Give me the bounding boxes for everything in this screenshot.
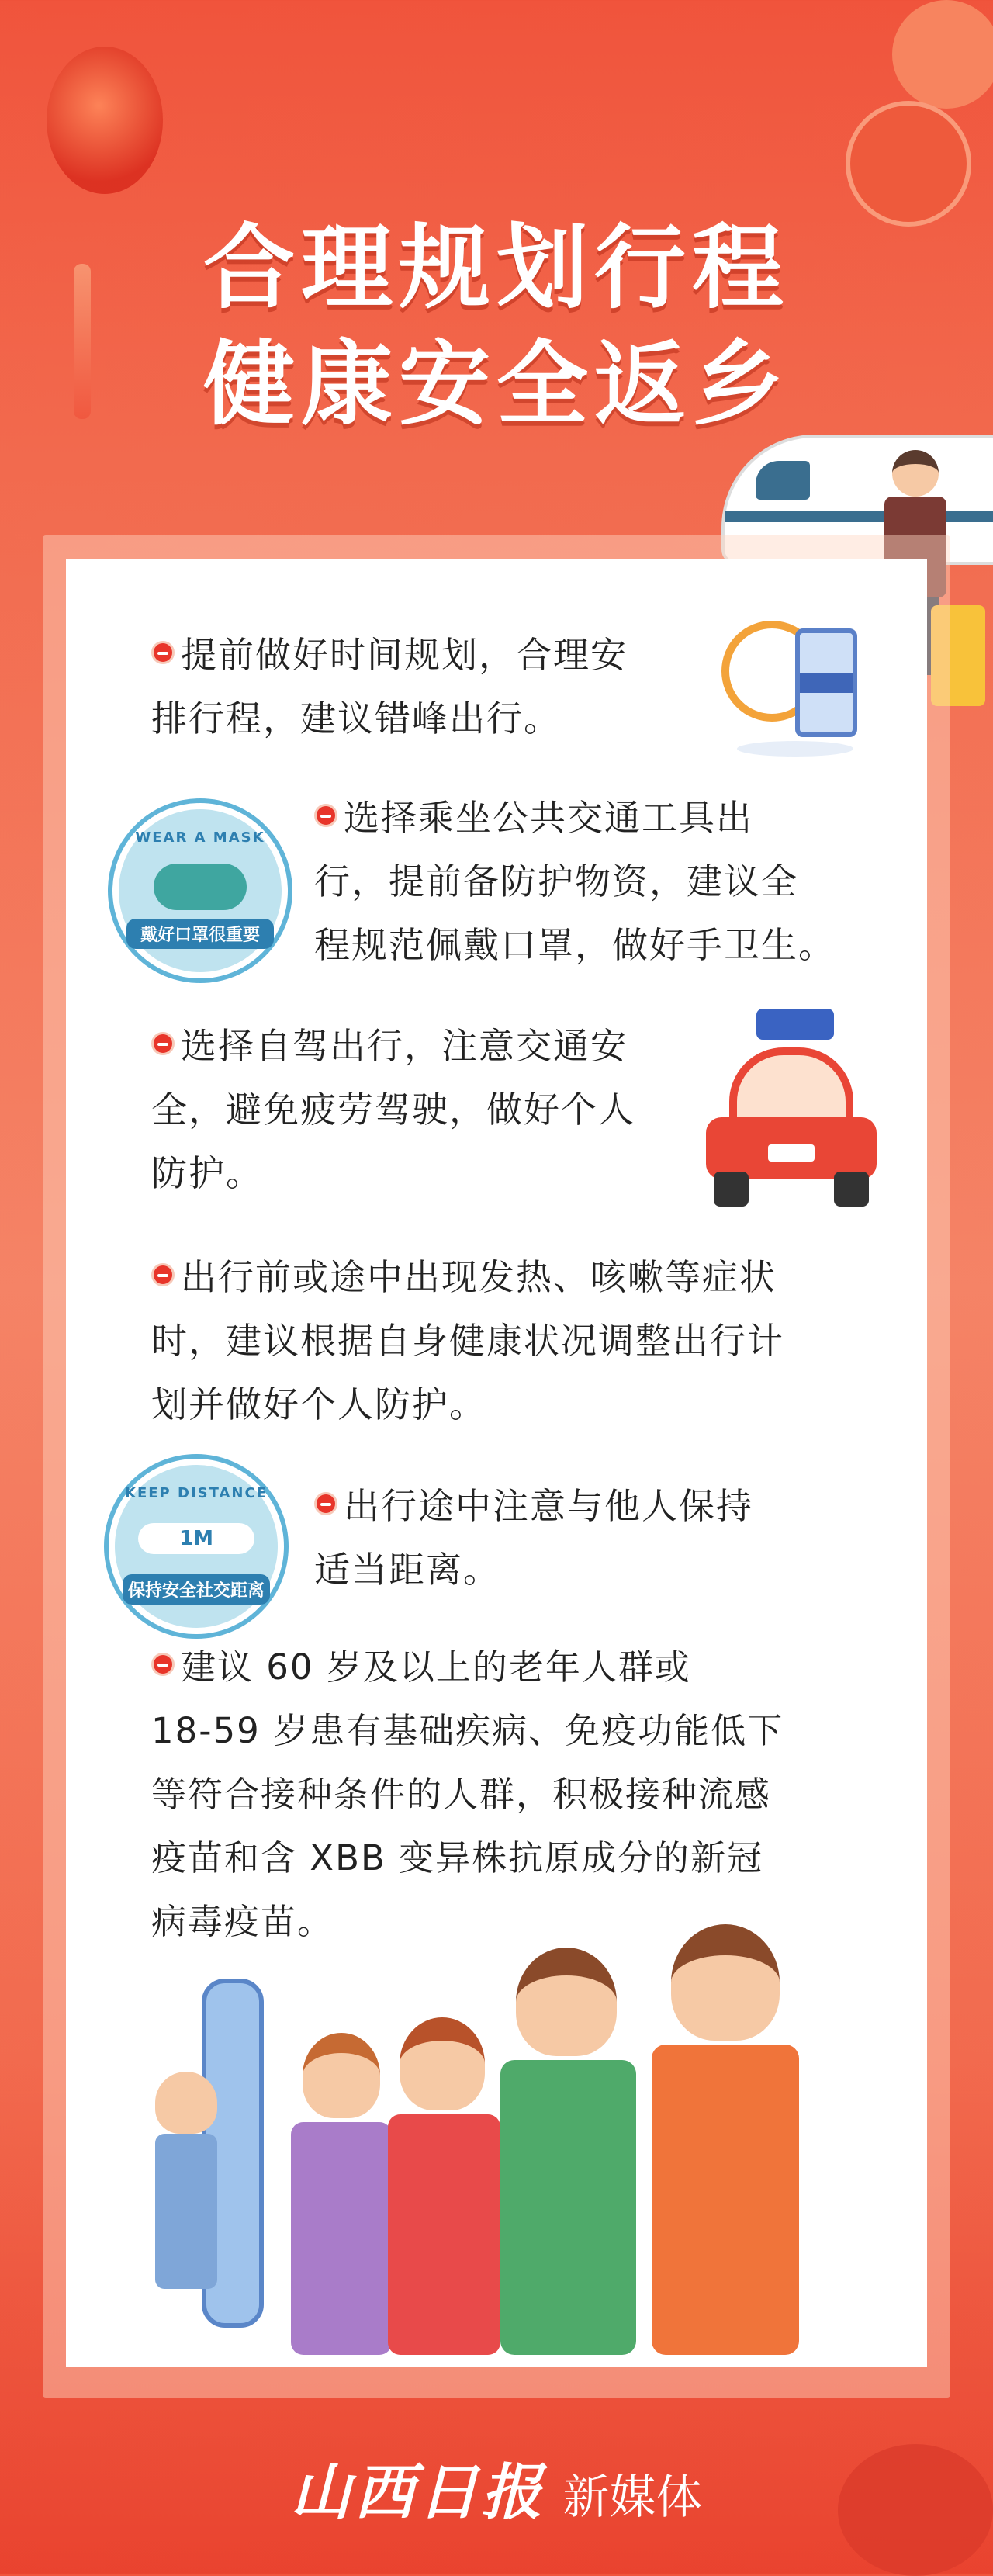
elder-man-body [652,2045,799,2355]
coin-decoration [892,0,993,109]
page-title-line2: 健康安全返乡 [202,331,790,438]
page-title-line1: 合理规划行程 [202,214,790,321]
newspaper-logo: 山西日报 [290,2457,545,2528]
child-figure [155,2072,217,2134]
lantern-decoration [47,47,163,194]
man-body [500,2060,636,2355]
tip-item-keep-distance: 出行途中注意与他人保持 适当距离。 [314,1485,753,1591]
clock-hourglass-icon [721,613,869,760]
child-body [155,2134,217,2289]
footer [0,2444,993,2531]
mask-icon [154,864,247,910]
bullet-icon [151,641,175,664]
woman-body [291,2122,392,2355]
man-figure [516,1948,617,2056]
footer-subtitle: 新媒体 [562,2470,703,2525]
bullet-icon [151,1263,175,1286]
tip-item-time-planning: 提前做好时间规划，合理安 排行程，建议错峰出行。 [151,634,628,739]
elder-man-figure [671,1924,780,2041]
bullet-icon [151,1032,175,1055]
tip-item-public-transport: 选择乘坐公共交通工具出 行，提前备防护物资，建议全 程规范佩戴口罩，做好手卫生。 [314,797,836,966]
car-icon [706,1009,877,1210]
keep-distance-badge: KEEP DISTANCE 1M 保持安全社交距离 [109,1459,284,1634]
tip-item-vaccination: 建议 60 岁及以上的老年人群或 18-59 岁患有基础疾病、免疫功能低下 等符合接种条件的人群，积极接种流感 疫苗和含 XBB 变异株抗原成分的新冠 病毒疫苗。 [151,1646,784,1942]
bullet-icon [314,804,337,827]
tip-item-self-driving: 选择自驾出行，注意交通安 全，避免疲劳驾驶，做好个人 防护。 [151,1025,635,1194]
bullet-icon [151,1653,175,1676]
girl-figure [400,2017,485,2110]
distance-arrow-icon: 1M [138,1523,254,1554]
wear-mask-badge: WEAR A MASK 戴好口罩很重要 [112,803,288,978]
bullet-icon [314,1492,337,1515]
girl-body [388,2114,500,2355]
tip-item-symptoms: 出行前或途中出现发热、咳嗽等症状 时，建议根据自身健康状况调整出行计 划并做好个人防护。 [151,1256,784,1425]
woman-figure [303,2033,380,2118]
people-illustration [155,1916,869,2367]
